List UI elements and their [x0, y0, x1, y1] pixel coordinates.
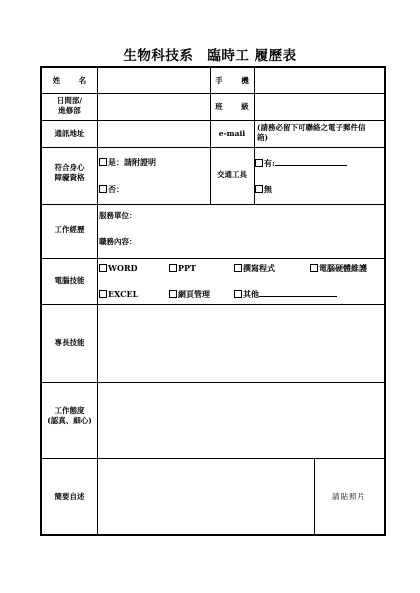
skill-programming-option[interactable]: 撰寫程式: [234, 263, 275, 273]
photo-placeholder[interactable]: 請貼照片: [332, 492, 366, 501]
row-divider: [42, 120, 384, 121]
autobiography-label: 簡要自述: [54, 492, 85, 501]
skill-word-option[interactable]: WORD: [99, 263, 138, 273]
skill-ppt-option[interactable]: PPT: [169, 263, 196, 273]
transport-fill-line[interactable]: [275, 158, 347, 166]
email-label: e-mail: [218, 129, 246, 138]
form-name: 臨時工 履歷表: [207, 48, 297, 64]
mobile-label: 手 機: [215, 76, 257, 85]
department-name: 生物科技系: [123, 48, 194, 64]
email-note: (請務必留下可聯絡之電子郵件信 箱): [257, 123, 366, 142]
disability-yes-option[interactable]: 是：請附證明: [99, 157, 156, 167]
row-divider: [42, 204, 384, 205]
division-label: 日間部/ 進修部: [56, 96, 83, 115]
checkbox-icon[interactable]: [99, 290, 107, 298]
address-label: 通訊地址: [54, 129, 85, 138]
experience-label: 工作經歷: [54, 225, 85, 234]
row-divider: [42, 93, 384, 94]
row-divider: [42, 458, 384, 459]
checkbox-icon[interactable]: [169, 264, 177, 272]
checkbox-icon[interactable]: [310, 264, 318, 272]
skill-excel-option[interactable]: EXCEL: [99, 289, 138, 299]
disability-label: 符合身心 障礙資格: [54, 163, 85, 182]
resume-form-table: [40, 66, 386, 536]
name-label: 姓 名: [52, 76, 95, 85]
skill-web-option[interactable]: 網頁管理: [169, 289, 210, 299]
row-divider: [42, 147, 384, 148]
transport-label: 交通工具: [217, 170, 247, 179]
row-divider: [42, 382, 384, 383]
form-title: [0, 44, 420, 64]
row-divider: [42, 258, 384, 259]
employer-label: 服務單位：: [99, 211, 137, 220]
checkbox-icon[interactable]: [255, 185, 263, 193]
skill-other-option[interactable]: 其他: [234, 289, 337, 299]
specialty-label: 專長技能: [54, 338, 85, 347]
skill-hardware-option[interactable]: 電腦硬體維護: [310, 263, 367, 273]
checkbox-icon[interactable]: [99, 264, 107, 272]
checkbox-icon[interactable]: [99, 158, 107, 166]
attitude-label: 工作態度 (認真、細心): [47, 406, 92, 425]
class-label: 班 級: [215, 102, 257, 111]
row-divider: [42, 304, 384, 305]
transport-no-option[interactable]: 無: [255, 184, 272, 194]
computer-skills-label: 電腦技能: [54, 276, 85, 285]
checkbox-icon[interactable]: [99, 185, 107, 193]
checkbox-icon[interactable]: [234, 290, 242, 298]
duties-label: 職務內容：: [99, 237, 137, 246]
transport-yes-option[interactable]: 有:: [255, 158, 347, 168]
checkbox-icon[interactable]: [255, 159, 263, 167]
checkbox-icon[interactable]: [234, 264, 242, 272]
skill-other-fill-line[interactable]: [259, 289, 337, 297]
disability-no-option[interactable]: 否：: [99, 184, 124, 194]
checkbox-icon[interactable]: [169, 290, 177, 298]
column-divider: [97, 68, 98, 534]
